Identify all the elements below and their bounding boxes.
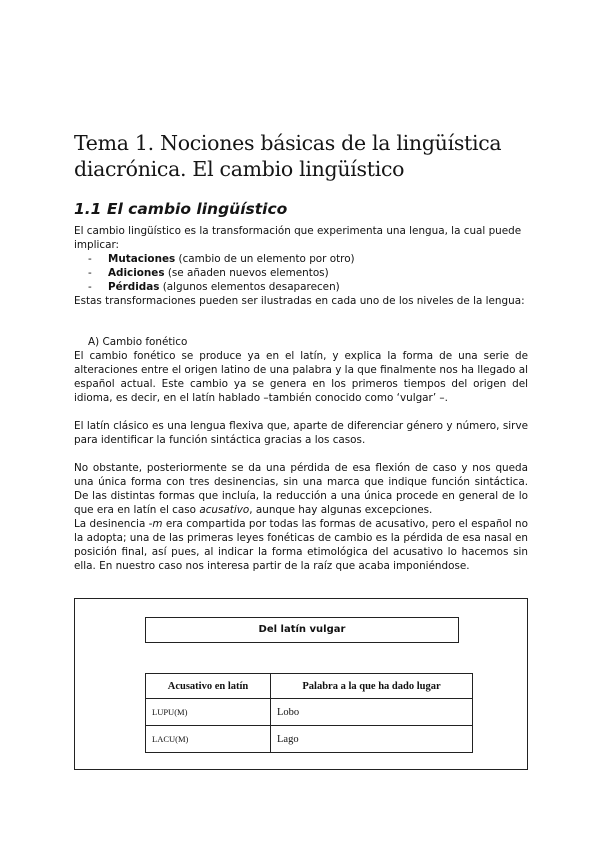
bullet-desc: (se añaden nuevos elementos) bbox=[164, 267, 329, 279]
page-title: Tema 1. Nociones básicas de la lingüística diacrónica. El cambio lingüístico bbox=[74, 131, 502, 181]
vocabulary-table bbox=[145, 673, 473, 753]
desinence-paragraph: La desinencia -m era compartida por todas las formas de acusativo, pero el español no la adopta; una de las primeras leyes fonéticas de cambio es la pérdida de esa nasal en posición final, así pues, al indicar la forma etimológica del acusativo lo hacemos sin ella. En nuestro caso nos interesa partir de la raíz que acaba imponiéndose. bbox=[74, 518, 528, 572]
column-header: Palabra a la que ha dado lugar bbox=[271, 674, 473, 699]
list-item bbox=[88, 280, 340, 294]
table-cell: Lobo bbox=[271, 699, 473, 726]
bullet-dash: - bbox=[88, 267, 92, 279]
bullet-desc: (cambio de un elemento por otro) bbox=[175, 253, 355, 265]
subheading: A) Cambio fonético bbox=[88, 336, 188, 348]
list-item bbox=[88, 252, 355, 266]
list-item bbox=[88, 266, 329, 280]
table-header-row bbox=[146, 674, 473, 699]
levels-paragraph: Estas transformaciones pueden ser ilustradas en cada uno de los niveles de la lengua: bbox=[74, 295, 525, 307]
table-row bbox=[146, 726, 473, 753]
bullet-term: Pérdidas bbox=[108, 281, 160, 293]
intro-paragraph: El cambio lingüístico es la transformación que experimenta una lengua, la cual puede implicar: bbox=[74, 225, 522, 251]
bullet-desc: (algunos elementos desaparecen) bbox=[159, 281, 340, 293]
column-header: Acusativo en latín bbox=[146, 674, 271, 699]
bullet-term: Adiciones bbox=[108, 267, 165, 279]
classical-latin-paragraph: El latín clásico es una lengua flexiva que, aparte de diferenciar género y número, sirve para identificar la función sintáctica gracias a los casos. bbox=[74, 420, 528, 446]
section-heading: 1.1 El cambio lingüístico bbox=[74, 200, 288, 218]
accusative-term: acusativo bbox=[199, 504, 250, 516]
case-loss-paragraph: No obstante, posteriormente se da una pérdida de esa flexión de caso y nos queda una única forma con tres desinencias, sin una marca que indique función sintáctica. De las distintas formas que incluía, la reducción a una única procede en general de lo que era en latín el caso acusativo, aunque hay algunas excepciones. bbox=[74, 462, 528, 516]
table-cell: LUPU(M) bbox=[146, 699, 271, 726]
table-cell: Lago bbox=[271, 726, 473, 753]
bullet-term: Mutaciones bbox=[108, 253, 176, 265]
table-frame bbox=[74, 598, 528, 770]
bullet-dash: - bbox=[88, 281, 92, 293]
desinence-term: -m bbox=[148, 518, 163, 530]
table-row bbox=[146, 699, 473, 726]
bullet-dash: - bbox=[88, 253, 92, 265]
phonetic-change-paragraph: El cambio fonético se produce ya en el latín, y explica la forma de una serie de alteraciones entre el origen latino de una palabra y la que finalmente nos ha llegado al español actual. Este cambio ya se genera en los primeros tiempos del origen del idioma, es decir, en el latín hablado –también conocido como ‘vulgar’ –. bbox=[74, 350, 528, 404]
table-caption: Del latín vulgar bbox=[145, 617, 459, 643]
table-cell: LACU(M) bbox=[146, 726, 271, 753]
